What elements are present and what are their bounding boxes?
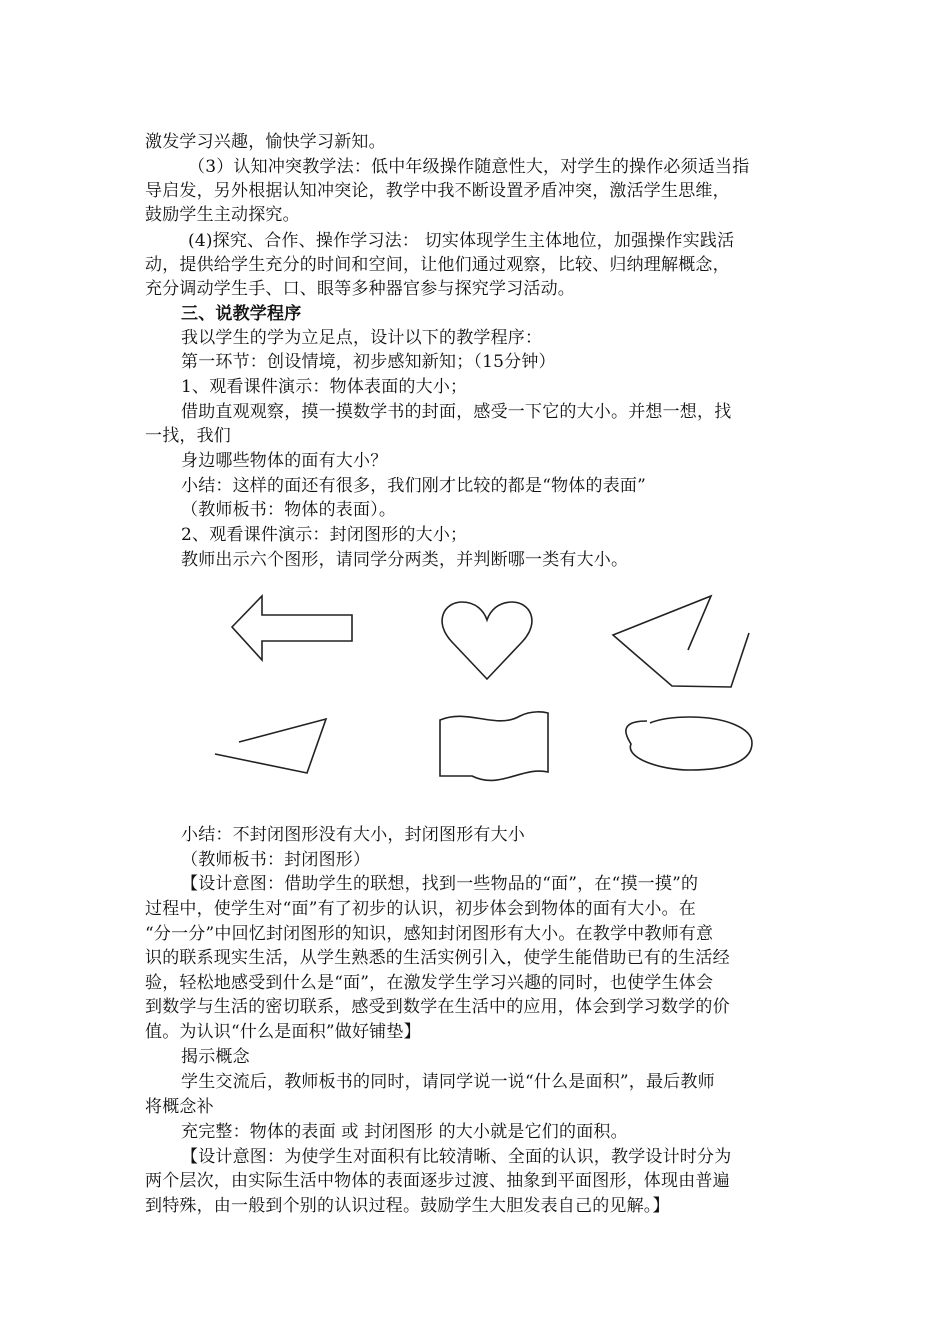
text-line: 将概念补: [145, 1097, 214, 1117]
text-line: 识的联系现实生活，从学生熟悉的生活实例引入，使学生能借助已有的生活经: [145, 948, 730, 968]
text-line: “分一分”中回忆封闭图形的知识，感知封闭图形有大小。在教学中教师有意: [145, 924, 714, 944]
text-line: 教师出示六个图形，请同学分两类，并判断哪一类有大小。: [181, 550, 629, 570]
text-line: 验，轻松地感受到什么是“面”，在激发学生学习兴趣的同时，也使学生体会: [145, 973, 714, 993]
text-line: 充完整：物体的表面 或 封闭图形 的大小就是它们的面积。: [181, 1122, 628, 1142]
text-line: 小结：不封闭图形没有大小，封闭图形有大小: [181, 825, 525, 845]
text-line: 学生交流后，教师板书的同时，请同学说一说“什么是面积”，最后教师: [181, 1072, 715, 1092]
wavy-rectangle-shape: [440, 712, 548, 781]
text-line: 【设计意图：借助学生的联想，找到一些物品的“面”，在“摸一摸”的: [181, 874, 699, 894]
text-line: 【设计意图：为使学生对面积有比较清晰、全面的认识，教学设计时分为: [181, 1147, 732, 1167]
text-line: 2、观看课件演示：封闭图形的大小；: [181, 525, 468, 545]
six-shapes-figure: [200, 580, 760, 790]
text-line: （3）认知冲突教学法：低中年级操作随意性大，对学生的操作必须适当指: [188, 157, 750, 177]
text-line: （教师板书：物体的表面）。: [181, 500, 397, 520]
text-line: 鼓励学生主动探究。: [145, 205, 300, 225]
text-line: 第一环节：创设情境，初步感知新知；（15分钟）: [181, 352, 556, 372]
text-line: 充分调动学生手、口、眼等多种器官参与探究学习活动。: [145, 279, 575, 299]
text-line: 揭示概念: [181, 1047, 250, 1067]
text-line: 借助直观观察，摸一摸数学书的封面，感受一下它的大小。并想一想，找: [181, 402, 732, 422]
arrow-shape: [232, 596, 352, 660]
text-line: 一找，我们: [145, 426, 231, 446]
section-heading: 三、说教学程序: [181, 304, 302, 324]
text-line: 1、观看课件演示：物体表面的大小；: [181, 377, 468, 397]
text-line: 到数学与生活的密切联系，感受到数学在生活中的应用，体会到学习数学的价: [145, 997, 730, 1017]
heart-shape: [442, 602, 532, 679]
text-line: 激发学习兴趣，愉快学习新知。: [145, 132, 386, 152]
text-line: 值。为认识“什么是面积”做好铺垫】: [145, 1022, 421, 1042]
text-line: (4)探究、合作、操作学习法： 切实体现学生主体地位，加强操作实践活: [188, 231, 735, 251]
text-line: 小结：这样的面还有很多，我们刚才比较的都是“物体的表面”: [181, 476, 646, 496]
text-line: 到特殊，由一般到个别的认识过程。鼓励学生大胆发表自己的见解。】: [145, 1196, 670, 1216]
text-line: 过程中，使学生对“面”有了初步的认识，初步体会到物体的面有大小。在: [145, 899, 696, 919]
text-line: 导启发，另外根据认知冲突论，教学中我不断设置矛盾冲突，激活学生思维，: [145, 181, 730, 201]
text-line: 身边哪些物体的面有大小？: [181, 451, 388, 471]
text-line: （教师板书：封闭图形）: [181, 850, 371, 870]
open-triangle-shape: [215, 719, 326, 773]
text-line: 我以学生的学为立足点，设计以下的教学程序：: [181, 328, 543, 348]
open-ellipse-shape: [626, 717, 752, 770]
text-line: 两个层次，由实际生活中物体的表面逐步过渡、抽象到平面图形，体现由普遍: [145, 1171, 730, 1191]
text-line: 动，提供给学生充分的时间和空间，让他们通过观察，比较、归纳理解概念，: [145, 255, 730, 275]
open-quadrilateral-shape: [613, 596, 749, 687]
